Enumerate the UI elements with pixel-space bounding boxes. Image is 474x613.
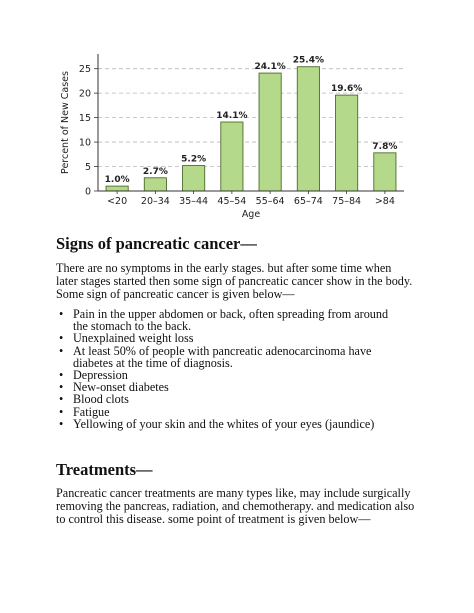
x-tick-label: >84 bbox=[374, 196, 395, 207]
signs-list bbox=[56, 308, 406, 430]
list-item: • New-onset diabetes bbox=[56, 381, 406, 393]
x-tick-label: 65–74 bbox=[293, 196, 323, 207]
list-item: • Pain in the upper abdomen or back, often spreading from around the stomach to the back. bbox=[56, 308, 406, 332]
age-distribution-chart bbox=[48, 48, 413, 220]
x-tick-label: 45–54 bbox=[217, 196, 247, 207]
treatments-heading: Treatments— bbox=[56, 460, 153, 479]
data-label: 25.4% bbox=[292, 55, 324, 66]
bar bbox=[183, 166, 205, 191]
x-tick-label: 20–34 bbox=[140, 196, 170, 207]
x-tick-label: <20 bbox=[107, 196, 128, 207]
bar bbox=[259, 73, 281, 191]
treatments-intro-paragraph: Pancreatic cancer treatments are many types like, may include surgically removing the pancreas, radiation, and chemotherapy. and medication also to control this disease. some point of treatment is given below— bbox=[56, 486, 415, 526]
x-axis-title: Age bbox=[241, 209, 261, 220]
list-item: • Fatigue bbox=[56, 406, 406, 418]
data-label: 5.2% bbox=[181, 154, 207, 165]
list-item: • Depression bbox=[56, 369, 406, 381]
y-tick-label: 0 bbox=[84, 186, 91, 198]
data-label: 24.1% bbox=[254, 62, 286, 73]
y-tick-label: 25 bbox=[78, 63, 91, 75]
y-tick-label: 20 bbox=[78, 88, 91, 100]
x-tick-label: 75–84 bbox=[332, 196, 362, 207]
bar bbox=[374, 153, 396, 191]
bar bbox=[221, 122, 243, 191]
signs-intro-paragraph: There are no symptoms in the early stages. but after some time when later stages started then some sign of pancreatic cancer show in the body. Some sign of pancreatic cancer is given below— bbox=[56, 261, 413, 301]
data-label: 14.1% bbox=[216, 111, 248, 122]
bar bbox=[297, 67, 319, 191]
data-label: 7.8% bbox=[372, 141, 398, 152]
data-label: 2.7% bbox=[142, 166, 168, 177]
data-label: 19.6% bbox=[331, 84, 363, 95]
bar bbox=[106, 186, 128, 191]
x-tick-label: 55–64 bbox=[255, 196, 285, 207]
y-tick-label: 10 bbox=[78, 137, 91, 149]
list-item: • Yellowing of your skin and the whites of your eyes (jaundice) bbox=[56, 418, 406, 430]
signs-heading: Signs of pancreatic cancer— bbox=[56, 234, 257, 253]
list-item: • Unexplained weight loss bbox=[56, 332, 406, 344]
data-label: 1.0% bbox=[104, 175, 130, 186]
list-item: • Blood clots bbox=[56, 393, 406, 405]
list-item: • At least 50% of people with pancreatic adenocarcinoma have diabetes at the time of diagnosis. bbox=[56, 345, 406, 369]
y-axis-title: Percent of New Cases bbox=[60, 71, 71, 174]
y-tick-label: 15 bbox=[78, 112, 91, 124]
y-tick-label: 5 bbox=[84, 161, 91, 173]
bar bbox=[336, 95, 358, 191]
bar bbox=[144, 178, 166, 191]
x-tick-label: 35–44 bbox=[179, 196, 209, 207]
